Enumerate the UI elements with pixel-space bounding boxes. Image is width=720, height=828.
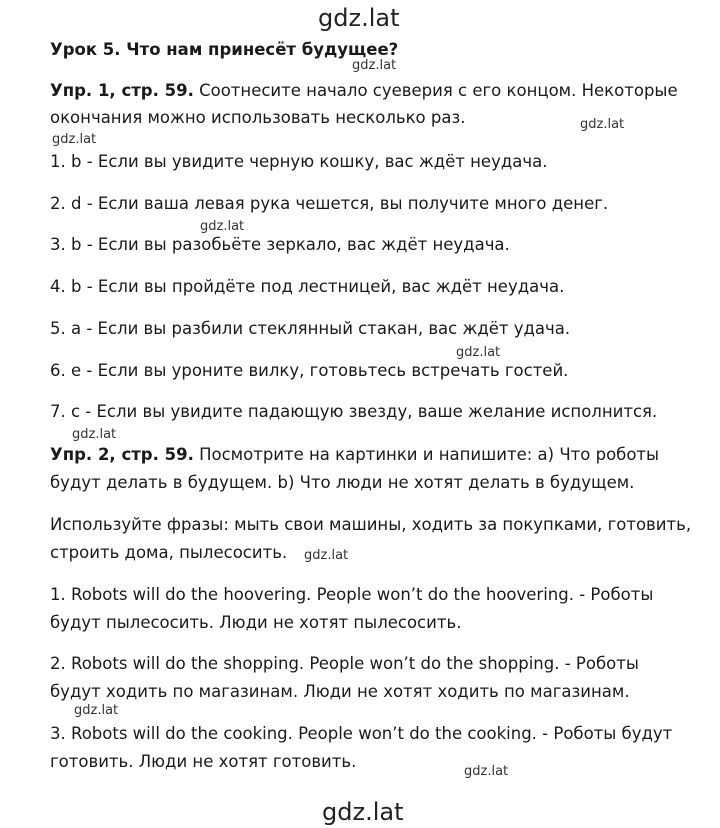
watermark: gdz.lat [352,58,397,73]
ex2-answer-2-line-1: 2. Robots will do the shopping. People won’t do the shopping. - Роботы [50,654,639,673]
ex2-answer-3-line-2: готовить. Люди не хотят готовить. [50,752,357,771]
exercise-2-task-cont: будут делать в будущем. b) Что люди не хотят делать в будущем. [50,473,635,492]
answer-4: 4. b - Если вы пройдёте под лестницей, вас ждёт неудача. [50,277,565,296]
answer-2: 2. d - Если ваша левая рука чешется, вы получите много денег. [50,194,609,213]
exercise-1-task-cont: окончания можно использовать несколько раз. [50,108,466,127]
watermark: gdz.lat [72,427,117,442]
exercise-1-task [50,81,678,101]
watermark: gdz.lat [304,548,349,563]
watermark: gdz.lat [580,117,625,132]
answer-5: 5. a - Если вы разбили стеклянный стакан, вас ждёт удача. [50,319,571,338]
ex2-answer-3-line-1: 3. Robots will do the cooking. People won’t do the cooking. - Роботы будут [50,724,673,743]
phrases-line-2: строить дома, пылесосить. [50,543,288,562]
watermark: gdz.lat [52,132,97,147]
ex2-answer-1-line-2: будут пылесосить. Люди не хотят пылесосить. [50,613,462,632]
watermark: gdz.lat [456,345,501,360]
answer-6: 6. e - Если вы уроните вилку, готовьтесь встречать гостей. [50,361,569,380]
exercise-2-label: Упр. 2, стр. 59. [50,445,194,464]
phrases-line-1: Используйте фразы: мыть свои машины, ходить за покупками, готовить, [50,515,692,534]
lesson-title: Урок 5. Что нам принесёт будущее? [50,40,399,59]
watermark-bottom: gdz.lat [322,798,404,826]
exercise-2-task-text: Посмотрите на картинки и напишите: а) Что роботы [193,445,660,464]
watermark: gdz.lat [464,764,509,779]
watermark-top: gdz.lat [318,4,400,32]
ex2-answer-2-line-2: будут ходить по магазинам. Люди не хотят ходить по магазинам. [50,682,630,701]
answer-1: 1. b - Если вы увидите черную кошку, вас ждёт неудача. [50,152,548,171]
ex2-answer-1-line-1: 1. Robots will do the hoovering. People won’t do the hoovering. - Роботы [50,585,654,604]
exercise-1-task-text: Соотнесите начало суеверия с его концом. Некоторые [193,81,678,100]
watermark: gdz.lat [200,219,245,234]
answer-7: 7. c - Если вы увидите падающую звезду, ваше желание исполнится. [50,402,658,421]
exercise-2-task [50,445,659,465]
answer-3: 3. b - Если вы разобьёте зеркало, вас ждёт неудача. [50,235,510,254]
exercise-1-label: Упр. 1, стр. 59. [50,81,194,100]
watermark: gdz.lat [74,703,119,718]
